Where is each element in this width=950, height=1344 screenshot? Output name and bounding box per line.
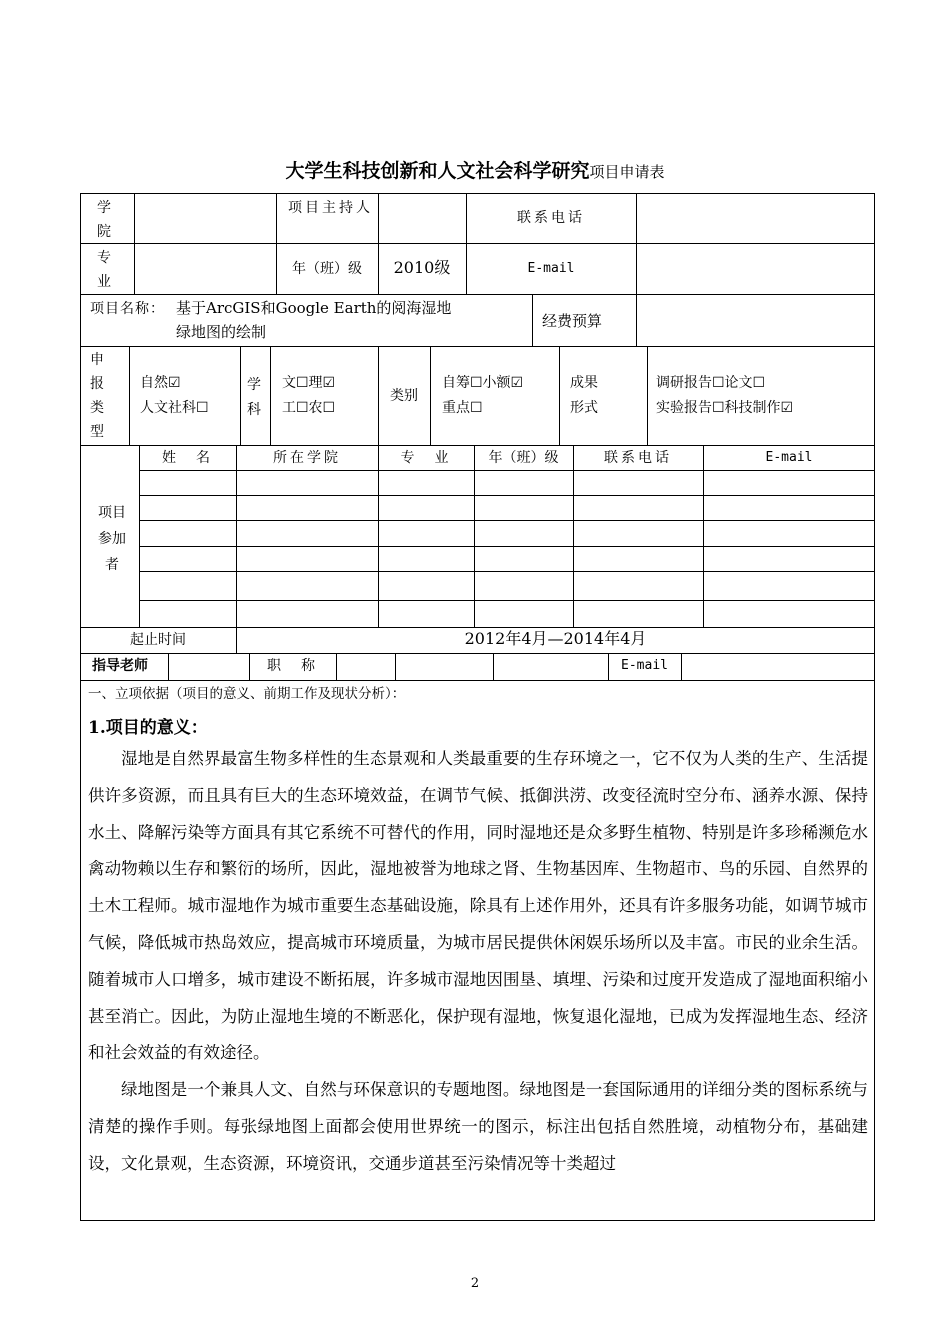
- phone-field[interactable]: [637, 194, 874, 242]
- participant-header-major: 专 业: [400, 450, 452, 466]
- email-label: E-mail: [527, 261, 575, 276]
- discipline-option-1[interactable]: 文☐理☑: [282, 375, 336, 391]
- result-label-line1: 成果: [570, 375, 598, 391]
- project-name-line2: 绿地图的绘制: [176, 323, 267, 341]
- category-option-2[interactable]: 重点☐: [442, 400, 483, 416]
- advisor-title-label: 职 称: [267, 658, 318, 674]
- section-heading: 一、立项依据（项目的意义、前期工作及现状分析）：: [88, 686, 406, 702]
- leader-field[interactable]: [379, 194, 465, 242]
- title-suffix: 项目申请表: [589, 163, 665, 181]
- project-leader-label: 项目主持人: [288, 200, 373, 216]
- budget-field[interactable]: [637, 295, 874, 345]
- budget-label: 经费预算: [542, 312, 603, 330]
- major-field[interactable]: [135, 244, 275, 293]
- participant-header-college: 所在学院: [273, 450, 341, 466]
- paragraph-significance-2: 绿地图是一个兼具人文、自然与环保意识的专题地图。绿地图是一套国际通用的详细分类的图标系统与清楚的操作手则。每张绿地图上面都会使用世界统一的图示，标注出包括自然胜境，动植物分布，基础建设，文化景观，生态资源，环境资讯，交通步道甚至污染情况等十类超过: [88, 1080, 868, 1173]
- major-label: 专业: [97, 250, 111, 290]
- result-option-2[interactable]: 实验报告☐科技制作☑: [656, 400, 794, 416]
- section-subheading: 1.项目的意义：: [88, 718, 208, 738]
- phone-label: 联系电话: [517, 210, 585, 226]
- college-field[interactable]: [135, 194, 275, 242]
- paragraph-significance-1: 湿地是自然界最富生物多样性的生态景观和人类最重要的生存环境之一，它不仅为人类的生产、生活提供许多资源，而且具有巨大的生态环境效益，在调节气候、抵御洪涝、改变径流时空分布、涵养水源、保持水土、降解污染等方面具有其它系统不可替代的作用，同时湿地还是众多野生植物、特别是许多珍稀濒危水禽动物赖以生存和繁衍的场所，因此，湿地被誉为地球之肾、生物基因库、生物超市、鸟的乐园、自然界的土木工程师。城市湿地作为城市重要生态基础设施，除具有上述作用外，还具有许多服务功能，如调节城市气候，降低城市热岛效应，提高城市环境质量，为城市居民提供休闲娱乐场所以及丰富。市民的业余生活。随着城市人口增多，城市建设不断拓展，许多城市湿地因围垦、填埋、污染和过度开发造成了湿地面积缩小甚至消亡。因此，为防止湿地生境的不断恶化，保护现有湿地，恢复退化湿地，已成为发挥湿地生态、经济和社会效益的有效途径。: [88, 749, 868, 1063]
- period-value[interactable]: 2012年4月—2014年4月: [464, 629, 647, 648]
- project-name-label: 项目名称：: [90, 301, 165, 317]
- result-option-1[interactable]: 调研报告☐论文☐: [656, 375, 766, 391]
- college-label: 学院: [97, 200, 111, 240]
- nature-option-2[interactable]: 人文社科☐: [140, 400, 209, 416]
- category-option-1[interactable]: 自筹☐小额☑: [442, 375, 524, 391]
- result-label-line2: 形式: [570, 400, 598, 416]
- page-number: 2: [470, 1276, 480, 1291]
- category-label: 类别: [390, 388, 418, 404]
- declaration-type-label: 申报类型: [90, 352, 104, 440]
- project-name-line1: 基于ArcGIS和Google Earth的阅海湿地: [176, 299, 452, 317]
- nature-option-1[interactable]: 自然☑: [140, 375, 181, 391]
- discipline-option-2[interactable]: 工☐农☐: [282, 400, 336, 416]
- title-main: 大学生科技创新和人文社会科学研究: [285, 160, 590, 182]
- grade-label: 年（班）级: [292, 261, 362, 277]
- discipline-label: 学科: [247, 377, 261, 418]
- participant-header-email: E-mail: [765, 450, 813, 465]
- participant-header-grade: 年（班）级: [488, 450, 559, 466]
- email-field[interactable]: [637, 244, 874, 293]
- period-label: 起止时间: [130, 632, 186, 648]
- form-title: [0, 156, 950, 183]
- participants-label: 项目参加者: [98, 505, 126, 573]
- grade-value[interactable]: 2010级: [393, 258, 451, 277]
- section-body: [88, 741, 868, 1183]
- advisor-name-field[interactable]: [169, 654, 248, 679]
- participant-header-name: 姓 名: [162, 450, 213, 466]
- advisor-label: 指导老师: [92, 658, 148, 674]
- participant-header-phone: 联系电话: [604, 450, 672, 466]
- advisor-email-label: E-mail: [621, 658, 668, 673]
